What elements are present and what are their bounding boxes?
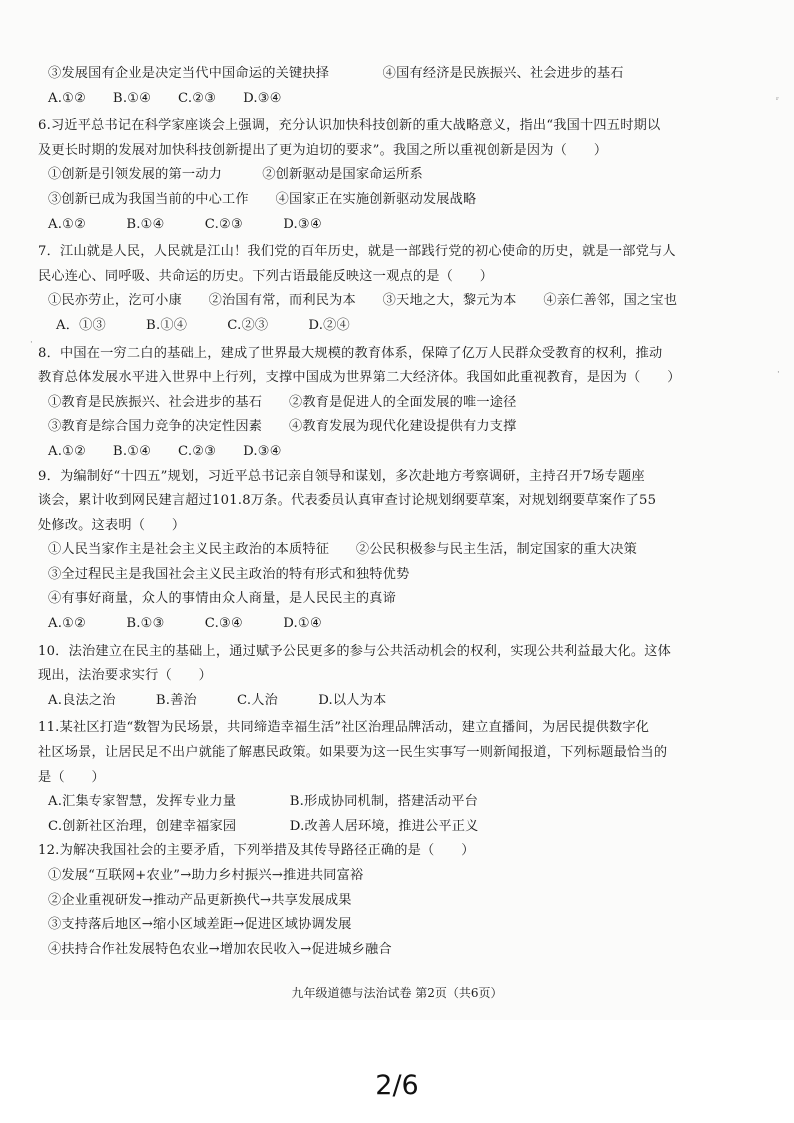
q12-option-3: ③支持落后地区→缩小区域差距→促进区域协调发展: [48, 917, 352, 933]
q8-option-1-2: ①教育是民族振兴、社会进步的基石 ②教育是促进人的全面发展的唯一途径: [48, 394, 517, 410]
scan-speck: ·: [30, 338, 33, 348]
q8-stem-line-2: 教育总体发展水平进入世界中上行列，支撑中国成为世界第二大经济体。我国如此重视教育，是因为（ ）: [38, 370, 681, 386]
q6-stem-line-1: 6.习近平总书记在科学家座谈会上强调，充分认识加快科技创新的重大战略意义，指出“我国十四五时期以: [38, 118, 661, 134]
q10-answer-choices: A.良法之治 B.善治 C.人治 D.以人为本: [48, 692, 387, 708]
q8-option-3-4: ③教育是综合国力竞争的决定性因素 ④教育发展为现代化建设提供有力支撑: [48, 419, 517, 435]
q9-stem-line-3: 处修改。这表明（ ）: [38, 517, 186, 533]
q7-stem-line-2: 民心连心、同呼吸、共命运的历史。下列古语最能反映这一观点的是（ ）: [38, 268, 494, 284]
q11-stem-line-1: 11.某社区打造“数智为民场景，共同缔造幸福生活”社区治理品牌活动，建立直播间，为居民提供数字化: [38, 720, 650, 736]
q9-option-1-2: ①人民当家作主是社会主义民主政治的本质特征 ②公民积极参与民主生活，制定国家的重大决策: [48, 542, 638, 558]
q11-stem-line-2: 社区场景，让居民足不出户就能了解惠民政策。如果要为这一民生实事写一则新闻报道，下列标题最恰当的: [38, 745, 668, 761]
q9-answer-choices: A.①② B.①③ C.③④ D.①④: [48, 616, 322, 632]
q12-stem: 12.为解决我国社会的主要矛盾，下列举措及其传导路径正确的是（ ）: [38, 843, 475, 859]
exam-content: [34, 62, 754, 962]
scan-speck: ʳ: [776, 96, 780, 106]
q10-stem-line-2: 现出，法治要求实行（ ）: [38, 668, 213, 684]
q6-option-3-4: ③创新已成为我国当前的中心工作 ④国家正在实施创新驱动发展战略: [48, 191, 477, 207]
q11-choices-c-d: C.创新社区治理，创建幸福家园 D.改善人居环境，推进公平正义: [48, 818, 479, 834]
q6-stem-line-2: 及更长时期的发展对加快科技创新提出了更为迫切的要求”。我国之所以重视创新是因为（ ）: [38, 142, 608, 158]
q9-option-4: ④有事好商量，众人的事情由众人商量，是人民民主的真谛: [48, 591, 397, 607]
q7-answer-choices: A．①③ B.①④ C.②③ D.②④: [56, 317, 350, 333]
q5-answer-choices: A.①② B.①④ C.②③ D.③④: [48, 90, 282, 106]
q8-stem-line-1: 8．中国在一穷二白的基础上，建成了世界最大规模的教育体系，保障了亿万人民群众受教育的权利，推动: [38, 345, 663, 361]
page-indicator: 2/6: [375, 1070, 419, 1101]
scan-speck: ·: [777, 368, 780, 378]
q6-answer-choices: A.①② B.①④ C.②③ D.③④: [48, 216, 322, 232]
q9-option-3: ③全过程民主是我国社会主义民主政治的特有形式和独特优势: [48, 566, 410, 582]
q12-option-1: ①发展“互联网+农业”→助力乡村振兴→推进共同富裕: [48, 868, 364, 883]
q5-option-3-4: ③发展国有企业是决定当代中国命运的关键抉择 ④国有经济是民族振兴、社会进步的基石: [48, 66, 624, 81]
q7-stem-line-1: 7．江山就是人民，人民就是江山！我们党的百年历史，就是一部践行党的初心使命的历史，就是一部党与人: [38, 244, 676, 260]
q11-choices-a-b: A.汇集专家智慧，发挥专业力量 B.形成协同机制，搭建活动平台: [48, 794, 479, 810]
q11-stem-line-3: 是（ ）: [38, 769, 105, 785]
q6-option-1-2: ①创新是引领发展的第一动力 ②创新驱动是国家命运所系: [48, 167, 423, 183]
q12-option-4: ④扶持合作社发展特色农业→增加农民收入→促进城乡融合: [48, 941, 392, 957]
q8-answer-choices: A.①② B.①④ C.②③ D.③④: [48, 443, 282, 459]
q7-options: ①民亦劳止，汔可小康 ②治国有常，而利民为本 ③天地之大，黎元为本 ④亲仁善邻，国之宝也: [48, 293, 678, 309]
q9-stem-line-2: 谈会，累计收到网民建言超过101.8万条。代表委员认真审查讨论规划纲要草案，对规划纲要草案作了55: [38, 493, 657, 509]
page-footer: 九年级道德与法治试卷 第2页（共6页）: [291, 986, 503, 1000]
q10-stem-line-1: 10．法治建立在民主的基础上，通过赋予公民更多的参与公共活动机会的权利，实现公共利益最大化。这体: [38, 643, 672, 659]
q12-option-2: ②企业重视研发→推动产品更新换代→共享发展成果: [48, 892, 352, 908]
q9-stem-line-1: 9．为编制好“十四五”规划，习近平总书记亲自领导和谋划，多次赴地方考察调研，主持召开7场专题座: [38, 468, 645, 484]
